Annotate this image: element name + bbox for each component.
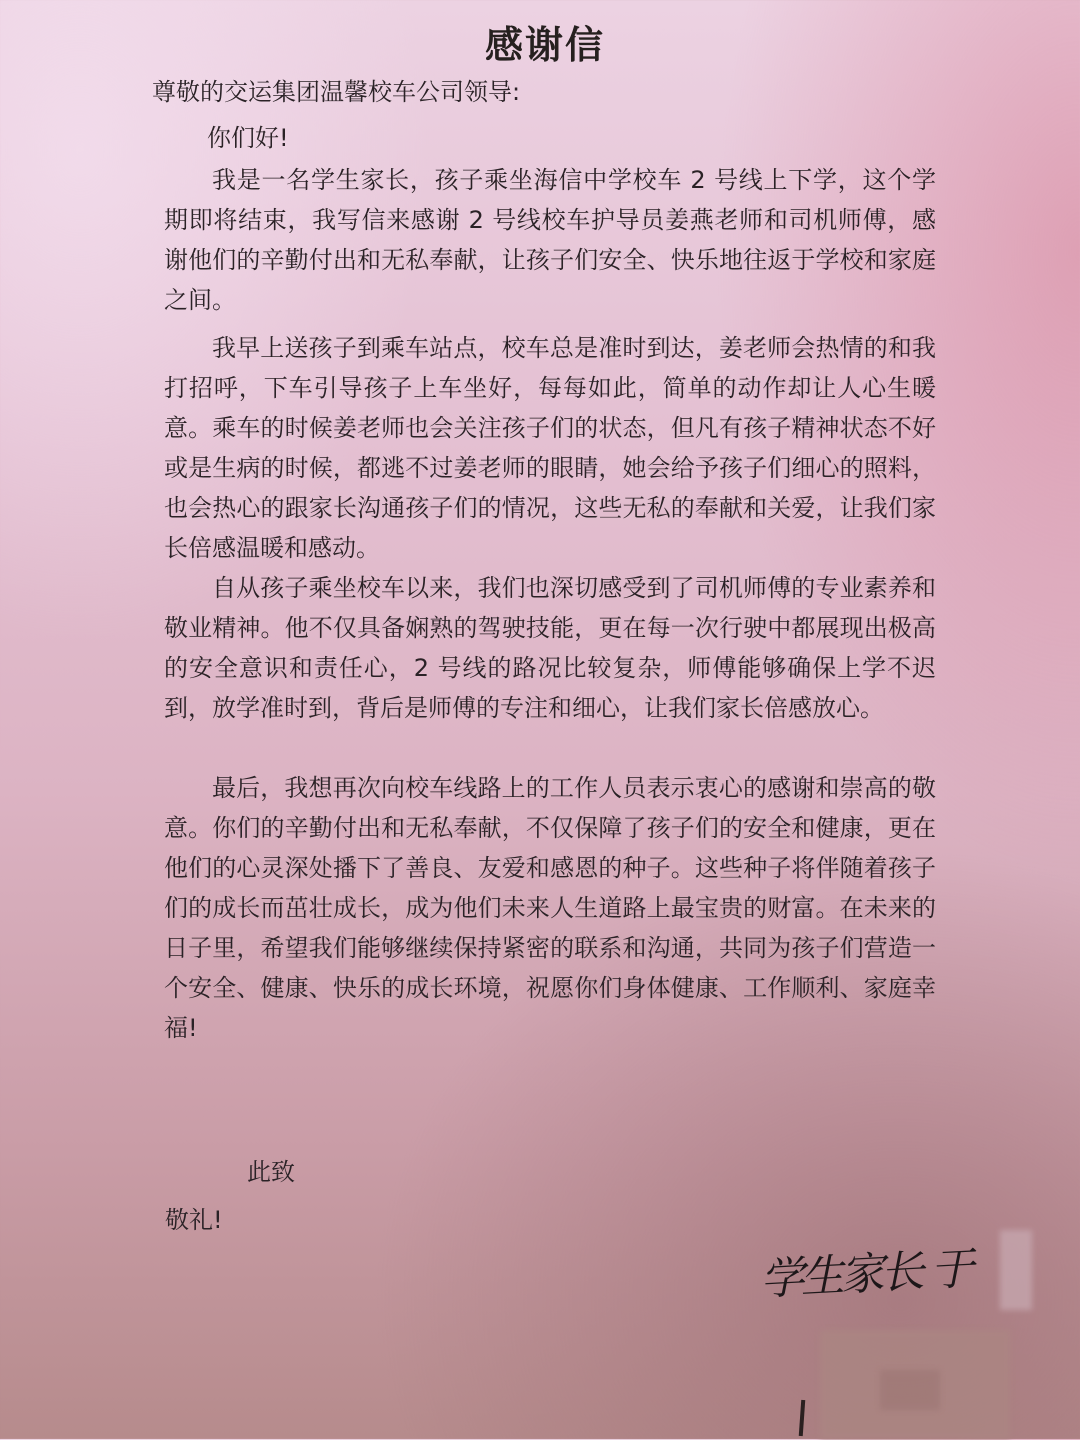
handwritten-date-stroke bbox=[799, 1400, 806, 1436]
letter-paragraph: 最后，我想再次向校车线路上的工作人员表示衷心的感谢和崇高的敬意。你们的辛勤付出和无私奉献，不仅保障了孩子们的安全和健康，更在他们的心灵深处播下了善良、友爱和感恩的种子。这些种子将伴随着孩子们的成长而茁壮成长，成为他们未来人生道路上最宝贵的财富。在未来的日子里，希望我们能够继续保持紧密的联系和沟通，共同为孩子们营造一个安全、健康、快乐的成长环境，祝愿你们身体健康、工作顺利、家庭幸福! bbox=[164, 774, 936, 1042]
letter-salutation: 尊敬的交运集团温馨校车公司领导: bbox=[152, 78, 521, 106]
redacted-date-blur bbox=[880, 1370, 940, 1410]
closing-line-2: 敬礼! bbox=[165, 1206, 223, 1234]
letter-paragraph: 自从孩子乘坐校车以来，我们也深切感受到了司机师傅的专业素养和敬业精神。他不仅具备娴熟的驾驶技能，更在每一次行驶中都展现出极高的安全意识和责任心，2 号线的路况比较复杂，师傅能够确保上学不迟到，放学准时到，背后是师傅的专注和细心，让我们家长倍感放心。 bbox=[164, 574, 936, 722]
letter-title: 感谢信 bbox=[484, 23, 605, 67]
letter-greeting: 你们好! bbox=[207, 124, 289, 152]
handwritten-signature: 学生家长 于 bbox=[759, 1243, 972, 1306]
redacted-name-blur bbox=[1000, 1230, 1032, 1310]
letter-paragraph: 我早上送孩子到乘车站点，校车总是准时到达，姜老师会热情的和我打招呼，下车引导孩子上车坐好，每每如此，简单的动作却让人心生暖意。乘车的时候姜老师也会关注孩子们的状态，但凡有孩子精神状态不好或是生病的时候，都逃不过姜老师的眼睛，她会给予孩子们细心的照料，也会热心的跟家长沟通孩子们的情况，这些无私的奉献和关爱，让我们家长倍感温暖和感动。 bbox=[164, 334, 936, 562]
closing-line-1: 此致 bbox=[247, 1158, 295, 1186]
letter-paragraph: 我是一名学生家长，孩子乘坐海信中学校车 2 号线上下学，这个学期即将结束，我写信来感谢 2 号线校车护导员姜燕老师和司机师傅，感谢他们的辛勤付出和无私奉献，让孩子们安全、快乐地往返于学校和家庭之间。 bbox=[164, 166, 936, 314]
